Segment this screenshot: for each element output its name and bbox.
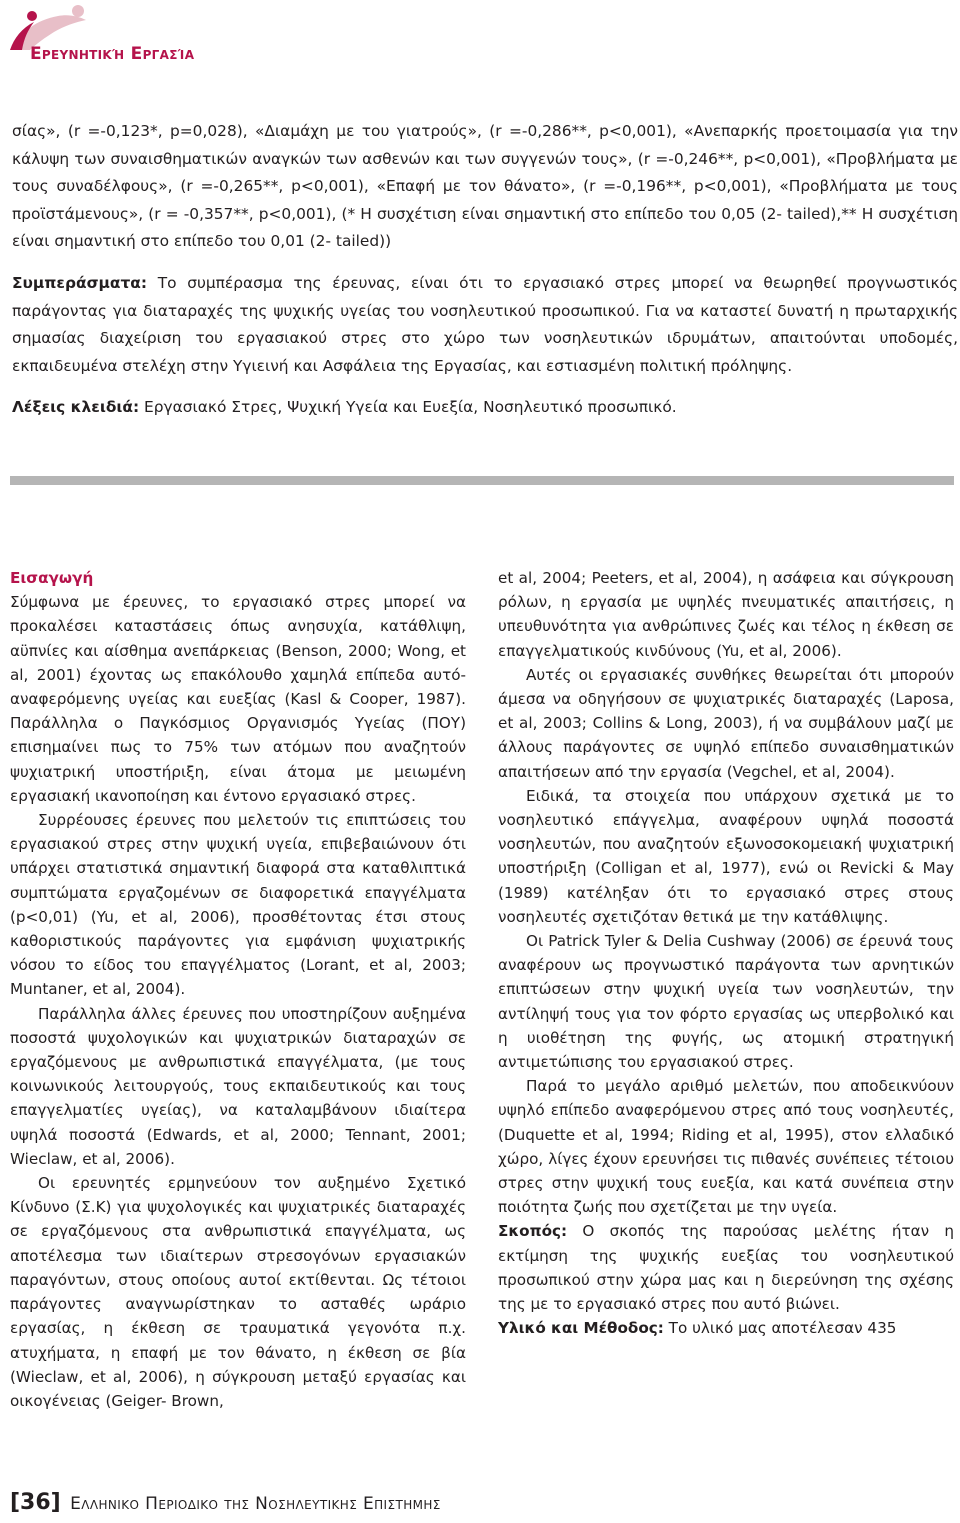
keywords-label: Λέξεις κλειδιά: bbox=[12, 398, 140, 417]
right-paragraph-1: et al, 2004; Peeters, et al, 2004), η ασάφεια και σύγκρουση ρόλων, η εργασία με υψηλές πνευματικές απαιτήσεις, η υπευθυνότητα για ανθρώπινες ζωές και τέλος η έκθεση σε επαγγελματικούς κινδύνους (Yu, et al, 2006). bbox=[498, 569, 954, 660]
keywords-text: Εργασιακό Στρες, Ψυχική Υγεία και Ευεξία, Νοσηλευτικό προσωπικό. bbox=[139, 398, 677, 417]
intro-paragraph-3: Παράλληλα άλλες έρευνες που υποστηρίζουν αυξημένα ποσοστά ψυχολογικών και ψυχιατρικών διαταραχών σε εργαζόμενους με ανθρωπιστικά επαγγέλματα, (με τους κοινωνικούς λειτουργούς, τους εκπαιδευτικούς και τους επαγγελματίες υγείας), να καταλαμβάνουν ιδιαίτερα υψηλά ποσοστά (Edwards, et al, 2000; Tennant, 2001; Wieclaw, et al, 2006). bbox=[10, 1004, 466, 1168]
aim-text: Ο σκοπός της παρούσας μελέτης ήταν η εκτίμηση της ψυχικής ευεξίας του νοσηλευτικού προσωπικού στην χώρα μας και η διερεύνηση της σχέσης της με το εργασιακό στρες που αυτό βιώνει. bbox=[498, 1222, 954, 1314]
page-footer bbox=[10, 1490, 441, 1515]
conclusions-text: Το συμπέρασμα της έρευνας, είναι ότι το εργασιακό στρες μπορεί να θεωρηθεί προγνωστικός παράγοντας για διαταραχές της ψυχικής υγείας του νοσηλευτικού προσωπικού. Για να καταστεί δυνατή η πρωταρχικής σημασίας διαχείριση του εργασιακού στρες στο χώρο των νοσηλευτικών ιδρυμάτων, απαιτούνται υποδομές, εκπαιδευμένα στελέχη στην Υγιεινή και Ασφάλεια της Εργασίας, και εστιασμένη πολιτική πρόληψης. bbox=[12, 273, 958, 375]
conclusions-label: Συμπεράσματα: bbox=[12, 273, 147, 292]
abstract bbox=[12, 118, 958, 422]
journal-name: Ελληνικο Περιοδικο της Νοσηλευτικης Επιστημης bbox=[70, 1494, 441, 1514]
abstract-keywords bbox=[12, 394, 958, 422]
right-paragraph-3: Ειδικά, τα στοιχεία που υπάρχουν σχετικά με το νοσηλευτικό επάγγελμα, αναφέρουν υψηλά ποσοστά νοσηλευτών, που αναζητούν εξωνοσοκομειακή ψυχιατρική υποστήριξη (Colligan et al, 1977), ενώ οι Revicki & May (1989) κατέληξαν ότι το εργασιακό στρες στους νοσηλευτές σχετιζόταν θετικά με την κατάθλιψης. bbox=[498, 786, 954, 926]
left-column bbox=[10, 566, 466, 1413]
method-text: Το υλικό μας αποτέλεσαν 435 bbox=[663, 1319, 897, 1338]
section-divider bbox=[10, 476, 954, 485]
abstract-conclusions bbox=[12, 270, 958, 380]
right-paragraph-5: Παρά το μεγάλο αριθμό μελετών, που αποδεικνύουν υψηλό επίπεδο αναφερόμενου στρες από τους νοσηλευτές, (Duquette et al, 1994; Riding et al, 1995), στον ελλαδικό χώρο, λίγες έχουν ερευνήσει τις πιθανές συνέπειες τέτοιου στρες στην ψυχική τους ευεξία, και κατά συνέπεια στην ποιότητα ζωής που σχετίζεται με την υγεία. bbox=[498, 1077, 954, 1217]
method-paragraph bbox=[498, 1316, 954, 1340]
aim-label: Σκοπός: bbox=[498, 1222, 568, 1241]
right-column bbox=[498, 566, 954, 1341]
introduction-heading: Εισαγωγή bbox=[10, 569, 94, 587]
right-paragraph-4: Οι Patrick Tyler & Delia Cushway (2006) σε έρευνά τους αναφέρουν ως προγνωστικό παράγοντα των αρνητικών επιπτώσεων στην ψυχική υγεία των νοσηλευτών, την αντίληψή τους για τον φόρτο εργασίας ως υπερβολικό και η υιοθέτηση της φυγής, ως ατομική στρατηγική αντιμετώπισης του εργασιακού στρες. bbox=[498, 932, 954, 1072]
aim-paragraph bbox=[498, 1219, 954, 1316]
intro-paragraph-2: Συρρέουσες έρευνες που μελετούν τις επιπτώσεις του εργασιακού στρες στην ψυχική υγεία, επιβεβαιώνουν ότι υπάρχει στατιστικά σημαντική διαφορά στα καταθλιπτικά συμπτώματα εργαζομένων σε διαφορετικά επαγγέλματα (p<0,01) (Yu, et al, 2006), προσθέτοντας έτσι στους καθοριστικούς παράγοντες για εμφάνιση ψυχιατρικής νόσου το είδος του επαγγέλματος (Lorant, et al, 2003; Muntaner, et al, 2004). bbox=[10, 811, 466, 999]
intro-paragraph-4: Οι ερευνητές ερμηνεύουν τον αυξημένο Σχετικό Κίνδυνο (Σ.Κ) για ψυχολογικές και ψυχιατρικές διαταραχές σε εργαζόμενους στα ανθρωπιστικά επαγγέλματα, ως αποτέλεσμα των ιδιαίτερων στρεσογόνων εργασιακών παραγόντων, στους οποίους αυτοί εκτίθενται. Ως τέτοιοι παράγοντες αναγνωρίστηκαν το ασταθές ωράριο εργασίας, η έκθεση σε τραυματικά γεγονότα π.χ. ατυχήματα, η επαφή με τον θάνατο, η έκθεση σε βία (Wieclaw, et al, 2006), η σύγκρουση μεταξύ εργασίας και οικογένειας (Geiger- Brown, bbox=[10, 1174, 466, 1410]
abstract-results-tail: σίας», (r =-0,123*, p=0,028), «Διαμάχη με του γιατρούς», (r =-0,286**, p<0,001), «Ανεπαρκής προετοιμασία για την κάλυψη των συναισθηματικών αναγκών των ασθενών και των συγγενών τους», (r =-0,246**, p<0,001), «Προβλήματα με τους συναδέλφους», (r =-0,265**, p<0,001), «Επαφή με τον θάνατο», (r =-0,196**, p<0,001), «Προβλήματα με τους προϊστάμενους», (r = -0,357**, p<0,001), (* Η συσχέτιση είναι σημαντική στο επίπεδο του 0,05 (2- tailed),** Η συσχέτιση είναι σημαντική στο επίπεδο του 0,01 (2- tailed)) bbox=[12, 122, 958, 251]
method-label: Υλικό και Μέθοδος: bbox=[498, 1319, 664, 1338]
section-title: Ερευνητική Εργασία bbox=[30, 44, 195, 64]
intro-paragraph-1: Σύμφωνα με έρευνες, το εργασιακό στρες μπορεί να προκαλέσει καταστάσεις όπως ανησυχία, κατάθλιψη, αϋπνίες και αίσθημα ανεπάρκειας (Benson, 2000; Wong, et al, 2001) έχοντας ως επακόλουθο χαμηλά επίπεδα αυτό-αναφερόμενης υγείας και ευεξίας (Kasl & Cooper, 1987). Παράλληλα ο Παγκόσμιος Οργανισμός Υγείας (ΠΟΥ) επισημαίνει πως το 75% των ατόμων που αναζητούν ψυχιατρική υποστήριξη, είναι άτομα με μειωμένη εργασιακή ικανοποίηση και έντονο εργασιακό στρες. bbox=[10, 593, 466, 805]
page-number: [36] bbox=[10, 1490, 61, 1515]
right-paragraph-2: Αυτές οι εργασιακές συνθήκες θεωρείται ότι μπορούν άμεσα να οδηγήσουν σε ψυχιατρικές διαταραχές (Laposa, et al, 2003; Collins & Long, 2003), ή να συμβάλουν μαζί με άλλους παράγοντες σε υψηλό επίπεδο συναισθηματικών απαιτήσεων από την εργασία (Vegchel, et al, 2004). bbox=[498, 665, 954, 781]
